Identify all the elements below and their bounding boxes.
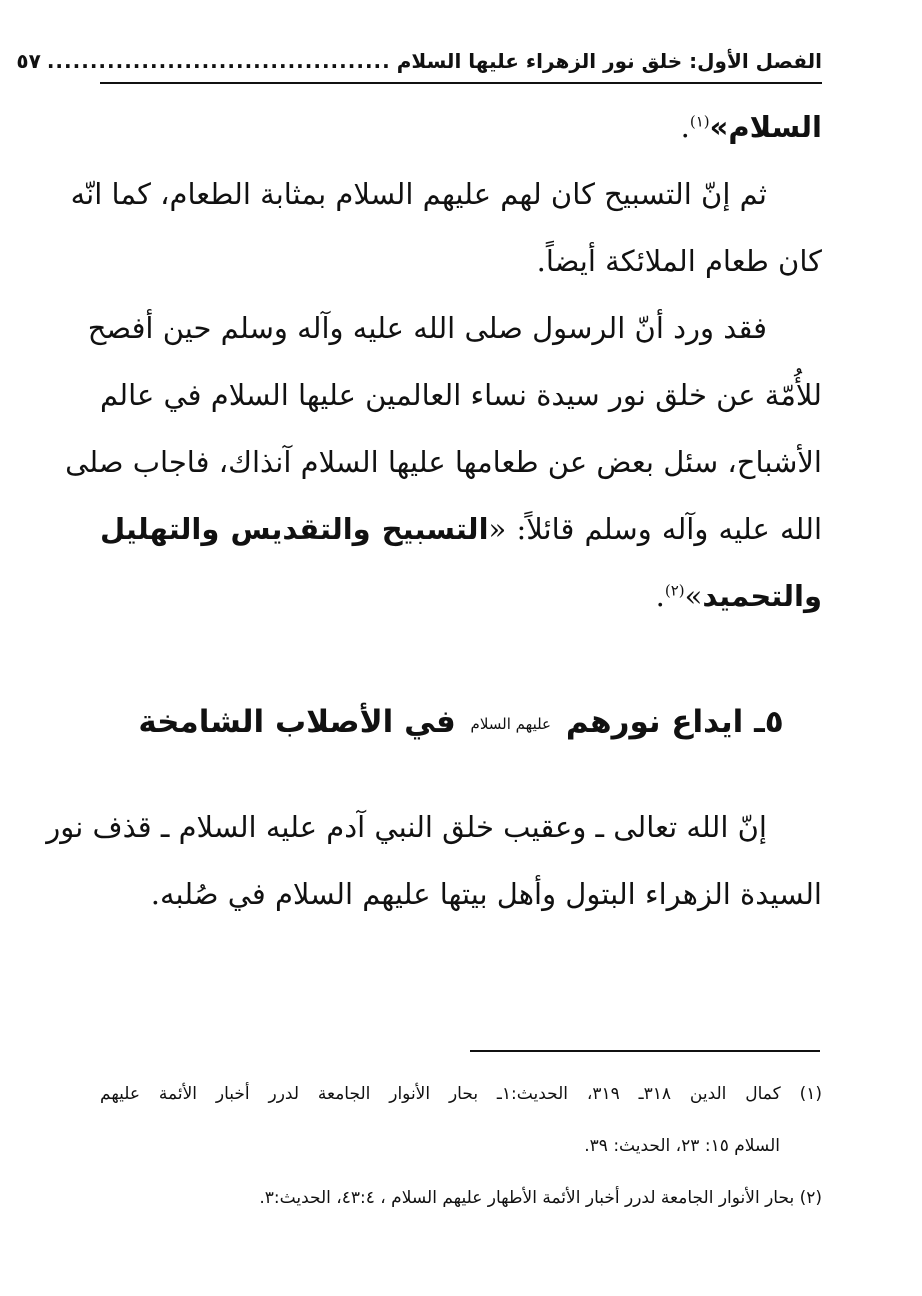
page-number: ٥٧ <box>16 49 41 73</box>
footnote-ref-1: (١) <box>689 112 710 131</box>
footnote-ref-2: (٢) <box>664 581 685 600</box>
chapter-title: الفصل الأول: خلق نور الزهراء عليها السلام <box>396 49 822 73</box>
paragraph-4-line-1: إنّ الله تعالى ـ وعقيب خلق النبي آدم عليه السلام ـ قذف نور <box>46 810 767 844</box>
quote-close: » <box>684 579 703 613</box>
paragraph-3-line-3: الأشباح، سئل بعض عن طعامها عليها السلام آنذاك، فاجاب صلى <box>65 445 822 479</box>
period: . <box>680 110 690 144</box>
quoted-praise: التسبيح والتقديس والتهليل <box>100 512 489 546</box>
paragraph-1-line <box>100 94 822 161</box>
paragraph-4-line-2: السيدة الزهراء البتول وأهل بيتها عليهم السلام في صُلبه. <box>150 877 822 911</box>
footnote-1-line-1: (١) كمال الدين ٣١٨ـ ٣١٩، الحديث:١ـ بحار الأنوار الجامعة لدرر أخبار الأئمة عليهم <box>100 1084 822 1104</box>
paragraph-2-line-1: ثم إنّ التسبيح كان لهم عليهم السلام بمثابة الطعام، كما انّه <box>70 177 767 211</box>
heading-prefix: ٥ـ ايداع نورهم <box>565 704 784 740</box>
quoted-praise-end: والتحميد <box>702 579 822 613</box>
running-header <box>16 40 822 84</box>
footnotes <box>100 1068 822 1224</box>
paragraph-3-line-4-text: الله عليه وآله وسلم قائلاً: « <box>488 512 822 546</box>
paragraph-3-line-1: فقد ورد أنّ الرسول صلى الله عليه وآله وسلم حين أفصح <box>87 311 767 345</box>
heading-suffix: في الأصلاب الشامخة <box>138 704 456 740</box>
footnote-separator <box>470 1050 820 1052</box>
body-text-lower <box>46 794 822 928</box>
paragraph-3-line-5 <box>100 563 822 630</box>
section-heading <box>100 692 822 754</box>
paragraph-2-line-2: كان طعام الملائكة أيضاً. <box>536 244 822 278</box>
footnote-1-line-2: السلام ١٥: ٢٣، الحديث: ٣٩. <box>584 1136 780 1156</box>
leader-dots: ........................................ <box>46 49 391 73</box>
paragraph-3-line-4 <box>100 496 822 563</box>
period: . <box>655 579 665 613</box>
footnote-2: (٢) بحار الأنوار الجامعة لدرر أخبار الأئمة الأطهار عليهم السلام ، ٤٣:٤، الحديث:٣. <box>259 1188 822 1208</box>
body-text-upper <box>65 94 822 630</box>
paragraph-3-line-2: للأُمّة عن خلق نور سيدة نساء العالمين عليها السلام في عالم <box>100 378 822 412</box>
quote-end-word: السلام» <box>709 110 822 144</box>
honorific-glyph: عليهم السلام <box>470 714 552 733</box>
